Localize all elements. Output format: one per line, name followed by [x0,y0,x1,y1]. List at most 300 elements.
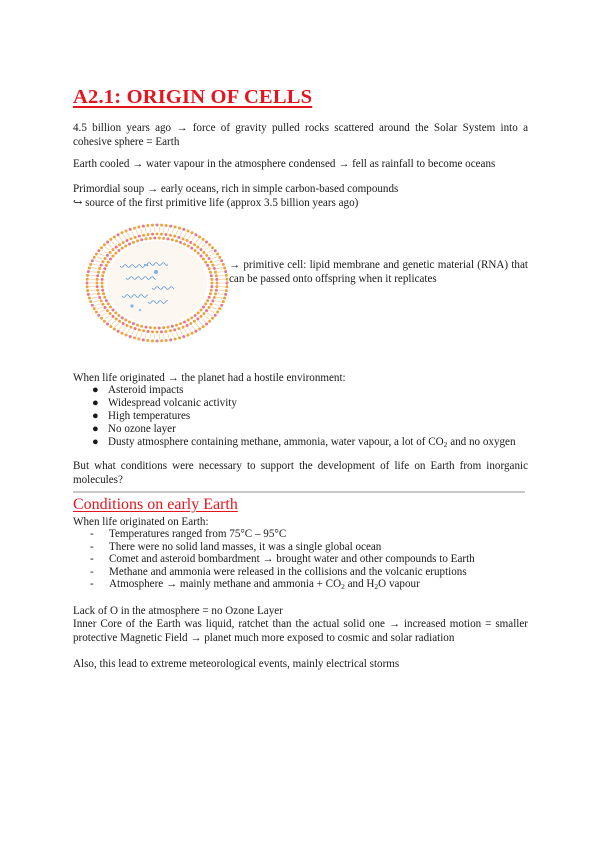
molecule-icon [139,309,142,312]
lipid-tail-icon [176,230,178,235]
lipid-head-icon [211,282,214,285]
lipid-head-icon [140,325,143,328]
lipid-tail-icon [136,332,138,337]
lipid-head-icon [147,233,150,236]
storms-line: Also, this lead to extreme meteorological events, mainly electrical storms [73,658,400,670]
lipid-tail-icon [105,316,110,319]
lipid-head-icon [158,237,161,240]
section-divider [73,491,525,493]
primordial-soup-line: Primordial soup → early oceans, rich in simple carbon-based compounds [73,183,399,195]
lipid-head-icon [207,257,210,260]
lipid-head-icon [199,254,202,257]
list-item: ● Dusty atmosphere containing methane, ammonia, water vapour, a lot of $CO_2$ and no oxygen [92,436,516,449]
lipid-tail-icon [204,316,209,319]
lipid-head-icon [182,335,185,338]
lipid-head-icon [128,243,131,246]
lipid-head-icon [204,261,207,264]
lipid-tail-icon [93,264,99,266]
lipid-head-icon [210,289,213,292]
lipid-tail-icon [102,313,107,316]
lipid-tail-icon [217,297,223,298]
lipid-head-icon [178,227,181,230]
lipid-head-icon [210,278,213,281]
lipid-tail-icon [150,334,151,339]
lipid-head-icon [88,266,91,269]
lipid-head-icon [206,299,209,302]
lipid-tail-icon [127,329,130,333]
lipid-tail-icon [202,244,206,247]
lipid-tail-icon [92,268,98,269]
lipid-head-icon [96,285,99,288]
lipid-head-icon [191,332,194,335]
lipid-head-icon [122,241,125,244]
lipid-head-icon [146,339,149,342]
lipid-head-icon [187,319,190,322]
lipid-tail-icon [202,318,206,321]
lipid-tail-icon [215,264,221,266]
lipid-head-icon [100,246,103,249]
lipid-head-icon [162,237,165,240]
page-title: A2.1: ORIGIN OF CELLS [73,86,313,108]
lipid-head-icon [117,249,120,252]
lipid-head-icon [186,239,189,242]
lipid-head-icon [214,314,217,317]
lipid-head-icon [100,317,103,320]
lipid-head-icon [121,332,124,335]
lipid-head-icon [145,326,148,329]
lipid-head-icon [89,300,92,303]
lipid-head-icon [190,316,193,319]
lipid-head-icon [106,254,109,257]
lipid-head-icon [117,330,120,333]
lipid-head-icon [93,307,96,310]
lipid-head-icon [177,236,180,239]
lipid-tail-icon [119,325,122,329]
lipid-head-icon [86,278,89,281]
lipid-head-icon [126,239,129,242]
lipid-head-icon [160,339,163,342]
lipid-head-icon [101,289,104,292]
lipid-head-icon [216,282,219,285]
lipid-head-icon [224,293,227,296]
lipid-head-icon [105,299,108,302]
lipid-tail-icon [210,310,215,313]
lipid-head-icon [125,229,128,232]
lipid-head-icon [103,267,106,270]
list-item: ● Widespread volcanic activity [92,397,237,409]
lipid-head-icon [215,285,218,288]
lipid-head-icon [87,293,90,296]
lipid-head-icon [198,235,201,238]
lipid-head-icon [205,240,208,243]
list-item: ● No ozone layer [92,423,176,435]
conditions-question: But what conditions were necessary to support the development of life on Earth from inorganic molecules? [73,460,528,486]
lipid-head-icon [213,296,216,299]
lipid-head-icon [101,303,104,306]
lipid-head-icon [107,261,110,264]
section-heading: Conditions on early Earth [73,496,238,513]
lipid-head-icon [215,278,218,281]
lipid-tail-icon [150,227,151,232]
lipid-head-icon [182,237,185,240]
lipid-head-icon [177,327,180,330]
lipid-head-icon [104,257,107,260]
lipid-head-icon [109,251,112,254]
lipid-head-icon [142,225,145,228]
lipid-tail-icon [132,330,134,335]
lipid-head-icon [220,259,223,262]
lipid-tail-icon [141,229,142,234]
cell-interior [107,241,207,325]
lipid-head-icon [169,329,172,332]
lipid-head-icon [149,237,152,240]
lipid-head-icon [100,299,103,302]
lipid-head-icon [223,297,226,300]
lipid-head-icon [156,224,159,227]
lipid-head-icon [187,244,190,247]
lipid-head-icon [215,274,218,277]
lipid-tail-icon [92,297,98,298]
lipid-head-icon [169,225,172,228]
lipid-head-icon [146,224,149,227]
lipid-head-icon [149,326,152,329]
lipid-head-icon [222,300,225,303]
lipid-head-icon [211,299,214,302]
lipid-head-icon [95,311,98,314]
lipid-head-icon [115,246,118,249]
lipid-head-icon [140,238,143,241]
lipid-head-icon [126,324,129,327]
lipid-head-icon [86,285,89,288]
lipid-head-icon [186,324,189,327]
lipid-head-icon [89,263,92,266]
lipid-head-icon [112,248,115,251]
lipid-tail-icon [108,244,112,247]
lipid-tail-icon [127,233,130,237]
lipid-head-icon [199,248,202,251]
lipid-head-icon [218,307,221,310]
lipid-head-icon [132,322,135,325]
lipid-head-icon [171,238,174,241]
lipid-head-icon [225,289,228,292]
lipid-head-icon [156,331,159,334]
lipid-tail-icon [210,253,215,256]
lipid-tail-icon [204,247,209,250]
lipid-head-icon [133,227,136,230]
list-item: - There were no solid land masses, it was a single global ocean [90,540,382,553]
lipid-tail-icon [163,334,164,339]
lipid-head-icon [182,326,185,329]
lipid-head-icon [98,267,101,270]
lipid-head-icon [129,335,132,338]
lipid-head-icon [156,233,159,236]
lipid-head-icon [225,278,228,281]
lipid-head-icon [101,260,104,263]
lipid-head-icon [153,326,156,329]
lipid-tail-icon [168,228,169,233]
lipid-tail-icon [97,307,102,309]
lipid-head-icon [208,243,211,246]
lipid-tail-icon [188,327,191,331]
lipid-head-icon [165,339,168,342]
lipid-head-icon [208,320,211,323]
lipid-head-icon [199,315,202,318]
lipid-head-icon [86,274,89,277]
lipid-head-icon [97,271,100,274]
lipid-head-icon [208,267,211,270]
lipid-head-icon [142,329,145,332]
lipid-head-icon [158,326,161,329]
lipid-head-icon [102,292,105,295]
lipid-head-icon [115,317,118,320]
lipid-head-icon [151,339,154,342]
list-item: ● High temperatures [92,410,191,422]
lipid-head-icon [211,317,214,320]
lipid-head-icon [214,292,217,295]
lipid-head-icon [216,253,219,256]
hostile-environment-intro: When life originated → the planet had a hostile environment: [73,372,346,384]
lipid-head-icon [224,270,227,273]
lipid-head-icon [96,289,99,292]
lipid-head-icon [202,251,205,254]
lipid-head-icon [106,323,109,326]
lipid-tail-icon [99,310,104,313]
lipid-head-icon [174,338,177,341]
primitive-cell-caption: → primitive cell: lipid membrane and genetic material (RNA) that can be passed onto offspring when it replicates [229,259,528,285]
lipid-head-icon [103,320,106,323]
lipid-tail-icon [192,325,195,329]
lipid-head-icon [209,271,212,274]
lipid-head-icon [175,324,178,327]
lipid-head-icon [107,302,110,305]
conditions-list [73,528,475,591]
lipid-head-icon [210,274,213,277]
lipid-tail-icon [198,321,202,325]
lipid-head-icon [175,239,178,242]
lipid-head-icon [199,309,202,312]
lipid-head-icon [98,296,101,299]
lipid-tail-icon [145,228,146,233]
lipid-tail-icon [218,271,224,272]
lipid-head-icon [179,322,182,325]
lipid-head-icon [151,233,154,236]
lipid-head-icon [207,306,210,309]
lipid-head-icon [197,311,200,314]
lipid-head-icon [88,297,91,300]
lipid-tail-icon [172,229,173,234]
lipid-tail-icon [207,313,212,316]
lipid-head-icon [136,239,139,242]
lipid-tail-icon [105,247,110,250]
lipid-head-icon [100,264,103,267]
lipid-head-icon [165,224,168,227]
lipid-head-icon [160,224,163,227]
lipid-head-icon [206,264,209,267]
list-item: - Methane and ammonia were released in the collisions and the volcanic eruptions [90,565,467,578]
lipid-head-icon [109,312,112,315]
lipid-head-icon [109,257,112,260]
lipid-head-icon [129,237,132,240]
lipid-tail-icon [214,304,219,306]
lipid-tail-icon [180,330,182,335]
lipid-head-icon [112,315,115,318]
lipid-head-icon [117,314,120,317]
lipid-head-icon [105,264,108,267]
lipid-head-icon [196,317,199,320]
lipid-tail-icon [90,271,96,272]
lipid-head-icon [117,233,120,236]
lipid-head-icon [106,240,109,243]
lipid-tail-icon [176,332,178,337]
lipid-tail-icon [180,231,182,236]
lipid-head-icon [193,320,196,323]
lipid-head-icon [214,249,217,252]
lipid-head-icon [169,338,172,341]
hostile-environment-list [73,384,516,449]
lipid-head-icon [213,267,216,270]
lipid-head-icon [191,231,194,234]
lipid-tail-icon [95,304,100,306]
lipid-head-icon [194,330,197,333]
lipid-tail-icon [97,257,102,259]
lipid-head-icon [125,334,128,337]
molecule-icon [154,270,158,274]
lipid-head-icon [210,303,213,306]
lipid-head-icon [129,228,132,231]
lipid-tail-icon [163,227,164,232]
lipid-head-icon [101,285,104,288]
lipid-head-icon [194,249,197,252]
lipid-head-icon [97,314,100,317]
lipid-head-icon [169,234,172,237]
lipid-head-icon [121,247,124,250]
ozone-line: Lack of O in the atmosphere = no Ozone Layer [73,605,283,617]
lipid-head-icon [112,309,115,312]
first-life-line: ↪ source of the first primitive life (approx 3.5 billion years ago) [73,197,359,209]
lipid-head-icon [173,328,176,331]
lipid-head-icon [132,241,135,244]
lipid-head-icon [118,243,121,246]
lipid-head-icon [210,260,213,263]
lipid-tail-icon [218,294,224,295]
lipid-head-icon [174,225,177,228]
lipid-tail-icon [218,290,224,291]
lipid-tail-icon [112,321,116,325]
lipid-tail-icon [136,230,138,235]
lipid-head-icon [202,238,205,241]
lipid-tail-icon [115,323,119,327]
lipid-tail-icon [188,235,191,239]
lipid-head-icon [183,320,186,323]
lipid-head-icon [91,259,94,262]
lipid-head-icon [198,328,201,331]
lipid-head-icon [87,270,90,273]
oceans-paragraph: Earth cooled → water vapour in the atmosphere condensed → fell as rainfall to become oceans [73,158,496,170]
lipid-head-icon [96,274,99,277]
lipid-tail-icon [195,239,199,243]
lipid-head-icon [121,231,124,234]
lipid-head-icon [215,289,218,292]
lipid-head-icon [202,306,205,309]
lipid-head-icon [103,296,106,299]
lipid-head-icon [173,235,176,238]
lipid-head-icon [211,246,214,249]
lipid-head-icon [128,320,131,323]
lipid-head-icon [137,225,140,228]
lipid-head-icon [101,282,104,285]
lipid-head-icon [118,320,121,323]
lipid-tail-icon [99,253,104,256]
lipid-head-icon [134,327,137,330]
lipid-head-icon [93,256,96,259]
lipid-head-icon [164,330,167,333]
lipid-head-icon [160,330,163,333]
lipid-head-icon [160,233,163,236]
lipid-tail-icon [115,239,119,243]
lipid-head-icon [138,235,141,238]
lipid-head-icon [101,274,104,277]
lipid-head-icon [86,289,89,292]
lipid-head-icon [122,322,125,325]
molecule-icon [130,304,133,307]
lipid-head-icon [220,304,223,307]
lipid-head-icon [222,263,225,266]
lipid-head-icon [194,314,197,317]
lipid-tail-icon [184,233,187,237]
lipid-tail-icon [168,333,169,338]
lipid-head-icon [182,228,185,231]
lipid-head-icon [202,312,205,315]
lipid-head-icon [103,243,106,246]
lipid-head-icon [204,302,207,305]
lipid-head-icon [225,285,228,288]
lipid-head-icon [133,336,136,339]
lipid-head-icon [202,325,205,328]
lipid-head-icon [210,285,213,288]
list-item: - Comet and asteroid bombardment → brought water and other compounds to Earth [90,553,475,565]
lipid-head-icon [97,292,100,295]
lipid-head-icon [95,253,98,256]
lipid-head-icon [91,304,94,307]
lipid-head-icon [193,243,196,246]
lipid-head-icon [147,330,150,333]
lipid-head-icon [202,257,205,260]
lipid-head-icon [167,326,170,329]
lipid-head-icon [211,264,214,267]
list-item: - Atmosphere → mainly methane and ammonia + $CO_2$ and $H_2O$ vapour [90,578,420,591]
lipid-head-icon [162,326,165,329]
lipid-head-icon [186,334,189,337]
lipid-head-icon [205,254,208,257]
lipid-head-icon [189,322,192,325]
lipid-head-icon [153,237,156,240]
lipid-tail-icon [184,329,187,333]
lipid-head-icon [113,328,116,331]
inner-core-paragraph: Inner Core of the Earth was liquid, ratchet than the actual solid one → increased motion = smaller protective Magnetic Field → planet much more exposed to cosmic and solar radiation [73,618,528,644]
lipid-head-icon [186,229,189,232]
lipid-tail-icon [212,307,217,309]
lipid-head-icon [102,271,105,274]
lipid-head-icon [96,282,99,285]
lipid-head-icon [197,252,200,255]
lipid-head-icon [142,338,145,341]
lipid-tail-icon [123,235,126,239]
lipid-head-icon [156,340,159,343]
lipid-tail-icon [214,260,219,262]
primitive-cell-diagram [82,222,232,344]
lipid-tail-icon [93,300,99,302]
lipid-head-icon [114,311,117,314]
